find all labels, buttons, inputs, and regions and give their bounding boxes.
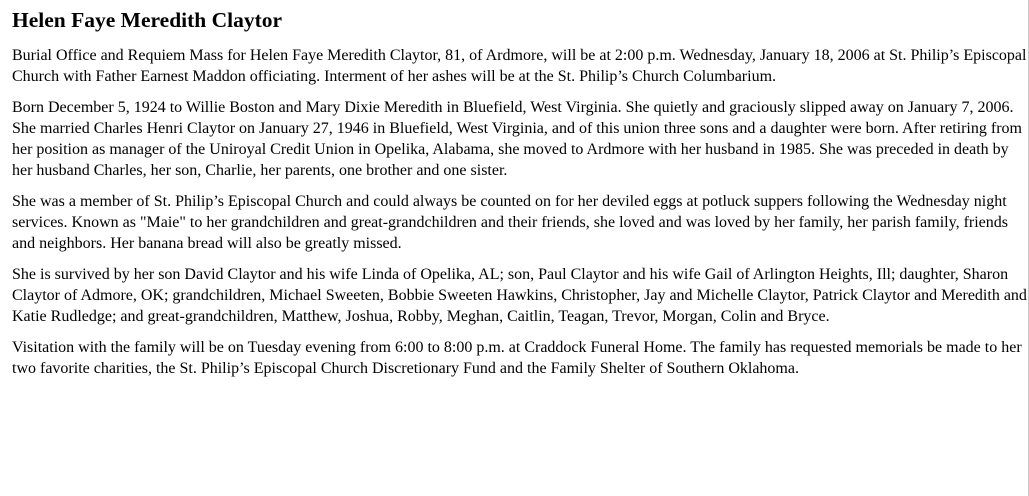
- paragraph-burial-service: Burial Office and Requiem Mass for Helen Faye Meredith Claytor, 81, of Ardmore, will be at 2:00 p.m. Wednesday, January 18, 2006 at St. Philip’s Episcopal Church with Father Earnest Maddon officiating. Interment of her ashes will be at the St. Philip’s Church Columbarium.: [12, 47, 1027, 85]
- paragraph-church-life: She was a member of St. Philip’s Episcopal Church and could always be counted on for her deviled eggs at potluck suppers following the Wednesday night services. Known as "Maie" to her grandchildren and great-grandchildren and their friends, she loved and was loved by her family, her parish family, friends and neighbors. Her banana bread will also be greatly missed.: [12, 193, 1008, 252]
- obituary-page: [12, 0, 1028, 379]
- paragraph-biography: Born December 5, 1924 to Willie Boston and Mary Dixie Meredith in Bluefield, West Virginia. She quietly and graciously slipped away on January 7, 2006. She married Charles Henri Claytor on January 27, 1946 in Bluefield, West Virginia, and of this union three sons and a daughter were born. After retiring from her position as manager of the Uniroyal Credit Union in Opelika, Alabama, she moved to Ardmore with her husband in 1985. She was preceded in death by her husband Charles, her son, Charlie, her parents, one brother and one sister.: [12, 99, 1022, 179]
- paragraph-survivors: She is survived by her son David Claytor and his wife Linda of Opelika, AL; son, Paul Claytor and his wife Gail of Arlington Heights, Ill; daughter, Sharon Claytor of Admore, OK; grandchildren, Michael Sweeten, Bobbie Sweeten Hawkins, Christopher, Jay and Michelle Claytor, Patrick Claytor and Meredith and Katie Rudledge; and great-grandchildren, Matthew, Joshua, Robby, Meghan, Caitlin, Teagan, Trevor, Morgan, Colin and Bryce.: [12, 266, 1027, 325]
- page-title: Helen Faye Meredith Claytor: [12, 8, 283, 32]
- paragraph-visitation: Visitation with the family will be on Tuesday evening from 6:00 to 8:00 p.m. at Craddock Funeral Home. The family has requested memorials be made to her two favorite charities, the St. Philip’s Episcopal Church Discretionary Fund and the Family Shelter of Southern Oklahoma.: [12, 339, 1022, 377]
